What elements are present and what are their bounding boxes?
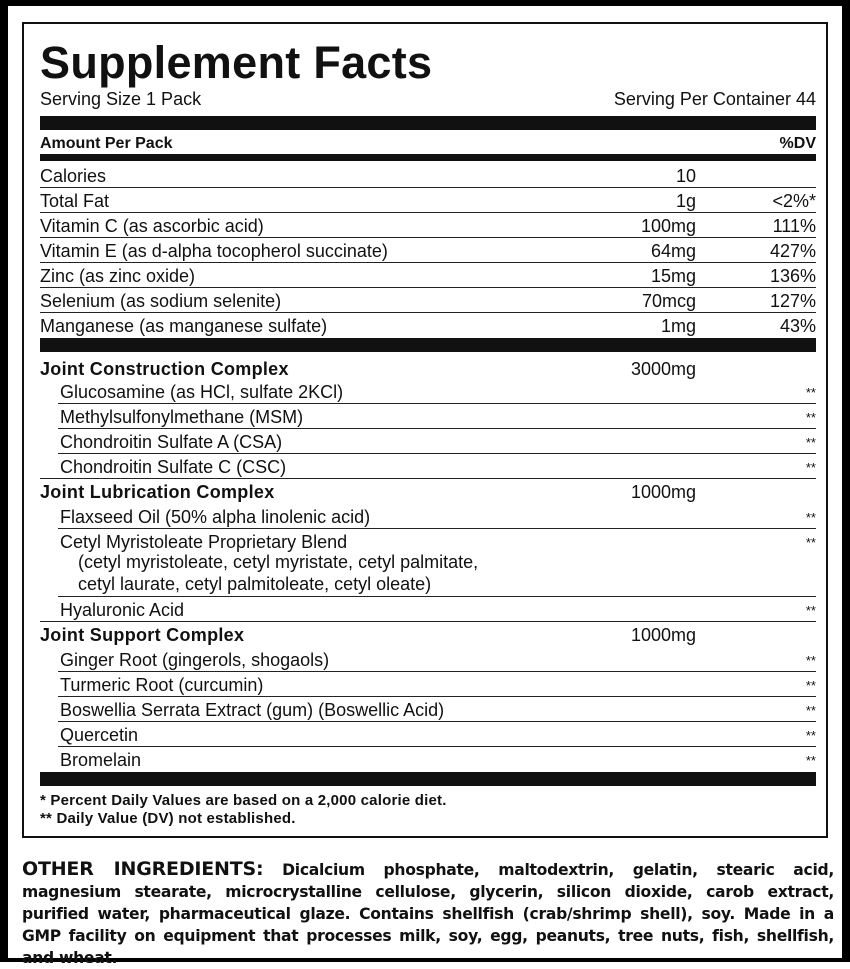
ingredient-name: Cetyl Myristoleate Proprietary Blend xyxy=(60,532,348,552)
column-header xyxy=(40,134,816,154)
ingredient-dv: ** xyxy=(805,410,816,425)
nutrient-name: Zinc (as zinc oxide) xyxy=(40,266,196,286)
ingredient-dv: ** xyxy=(805,753,816,768)
supplement-facts-panel xyxy=(22,22,828,838)
ingredient-name: Quercetin xyxy=(60,725,139,745)
ingredient-dv: ** xyxy=(805,703,816,718)
other-ingredients-label: OTHER INGREDIENTS: xyxy=(22,858,264,880)
other-ingredients xyxy=(22,858,834,969)
nutrient-name: Vitamin E (as d-alpha tocopherol succinate) xyxy=(40,241,388,261)
amount-per-pack-label: Amount Per Pack xyxy=(40,135,173,152)
ingredient-dv: ** xyxy=(805,435,816,450)
nutrient-dv: 111% xyxy=(772,216,816,236)
facts-title: Supplement Facts xyxy=(40,37,433,88)
row-divider xyxy=(58,746,816,747)
ingredient-dv: ** xyxy=(805,678,816,693)
other-ingredients-text: Dicalcium phosphate, maltodextrin, gelatin, stearic acid, magnesium stearate, microcrystalline cellulose, glycerin, silicon dioxide, carob extract, purified water, pharmaceutical glaze. Contains shellfish (crab/shrimp shell), soy. Made in a GMP facility on equipment that processes milk, soy, egg, peanuts, tree nuts, fish, shellfish, and wheat. xyxy=(22,861,834,967)
ingredient-name: Flaxseed Oil (50% alpha linolenic acid) xyxy=(60,507,371,527)
ingredient-dv: ** xyxy=(805,510,816,525)
ingredient-name: Glucosamine (as HCl, sulfate 2KCl) xyxy=(60,382,344,402)
nutrient-amount: 64mg xyxy=(650,241,696,261)
dv-label: %DV xyxy=(779,135,816,152)
row-divider xyxy=(58,721,816,722)
ingredient-name: Chondroitin Sulfate A (CSA) xyxy=(60,432,283,452)
row-divider xyxy=(58,528,816,529)
row-divider xyxy=(58,696,816,697)
row-divider xyxy=(58,671,816,672)
nutrient-amount: 100mg xyxy=(640,216,696,236)
nutrient-name: Total Fat xyxy=(40,191,110,211)
serving-size: Serving Size 1 Pack xyxy=(40,89,202,109)
complex-name: Joint Construction Complex xyxy=(40,359,289,379)
row-divider xyxy=(40,212,816,213)
ingredient-name: Turmeric Root (curcumin) xyxy=(60,675,264,695)
complex-name: Joint Support Complex xyxy=(40,625,245,645)
thick-divider xyxy=(40,772,816,786)
blend-detail-line-2: cetyl laurate, cetyl palmitoleate, cetyl oleate) xyxy=(78,574,432,594)
nutrient-name: Vitamin C (as ascorbic acid) xyxy=(40,216,264,236)
ingredient-dv: ** xyxy=(805,460,816,475)
row-divider xyxy=(40,187,816,188)
footnote-dv: * Percent Daily Values are based on a 2,000 calorie diet. xyxy=(40,792,447,809)
nutrient-dv: 127% xyxy=(769,291,816,311)
row-divider xyxy=(40,287,816,288)
complex-amount: 1000mg xyxy=(630,625,696,645)
complex-name: Joint Lubrication Complex xyxy=(40,482,275,502)
ingredient-name: Methylsulfonylmethane (MSM) xyxy=(60,407,304,427)
ingredient-name: Chondroitin Sulfate C (CSC) xyxy=(60,457,287,477)
servings-per-container: Serving Per Container 44 xyxy=(613,89,816,109)
nutrient-amount: 15mg xyxy=(650,266,696,286)
row-divider xyxy=(40,621,816,622)
ingredient-dv: ** xyxy=(805,653,816,668)
row-divider xyxy=(58,596,816,597)
nutrient-dv: 43% xyxy=(779,316,816,336)
nutrient-dv: 136% xyxy=(769,266,816,286)
row-divider xyxy=(40,478,816,479)
row-divider xyxy=(58,428,816,429)
row-divider xyxy=(40,312,816,313)
thick-divider xyxy=(40,116,816,130)
nutrient-name: Calories xyxy=(40,166,107,186)
ingredient-name: Hyaluronic Acid xyxy=(60,600,185,620)
ingredient-name: Ginger Root (gingerols, shogaols) xyxy=(60,650,330,670)
ingredient-dv: ** xyxy=(805,385,816,400)
ingredient-dv: ** xyxy=(805,603,816,618)
row-divider xyxy=(58,403,816,404)
nutrient-dv: 427% xyxy=(769,241,816,261)
thick-divider xyxy=(40,338,816,352)
ingredient-dv: ** xyxy=(805,728,816,743)
nutrient-name: Selenium (as sodium selenite) xyxy=(40,291,282,311)
nutrient-amount: 1mg xyxy=(660,316,696,336)
nutrient-amount: 10 xyxy=(675,166,696,186)
row-divider xyxy=(40,237,816,238)
nutrient-amount: 70mcg xyxy=(641,291,696,311)
footnote-not-established: ** Daily Value (DV) not established. xyxy=(40,810,296,827)
complex-amount: 1000mg xyxy=(630,482,696,502)
row-divider xyxy=(40,262,816,263)
header-divider xyxy=(40,154,816,161)
nutrient-dv: <2%* xyxy=(772,191,816,211)
row-divider xyxy=(58,453,816,454)
ingredient-dv: ** xyxy=(805,535,816,550)
nutrient-name: Manganese (as manganese sulfate) xyxy=(40,316,328,336)
blend-detail-line-1: (cetyl myristoleate, cetyl myristate, cetyl palmitate, xyxy=(78,552,479,572)
ingredient-name: Boswellia Serrata Extract (gum) (Boswellic Acid) xyxy=(60,700,445,720)
complex-amount: 3000mg xyxy=(630,359,696,379)
ingredient-name: Bromelain xyxy=(60,750,142,770)
nutrient-amount: 1g xyxy=(675,191,696,211)
